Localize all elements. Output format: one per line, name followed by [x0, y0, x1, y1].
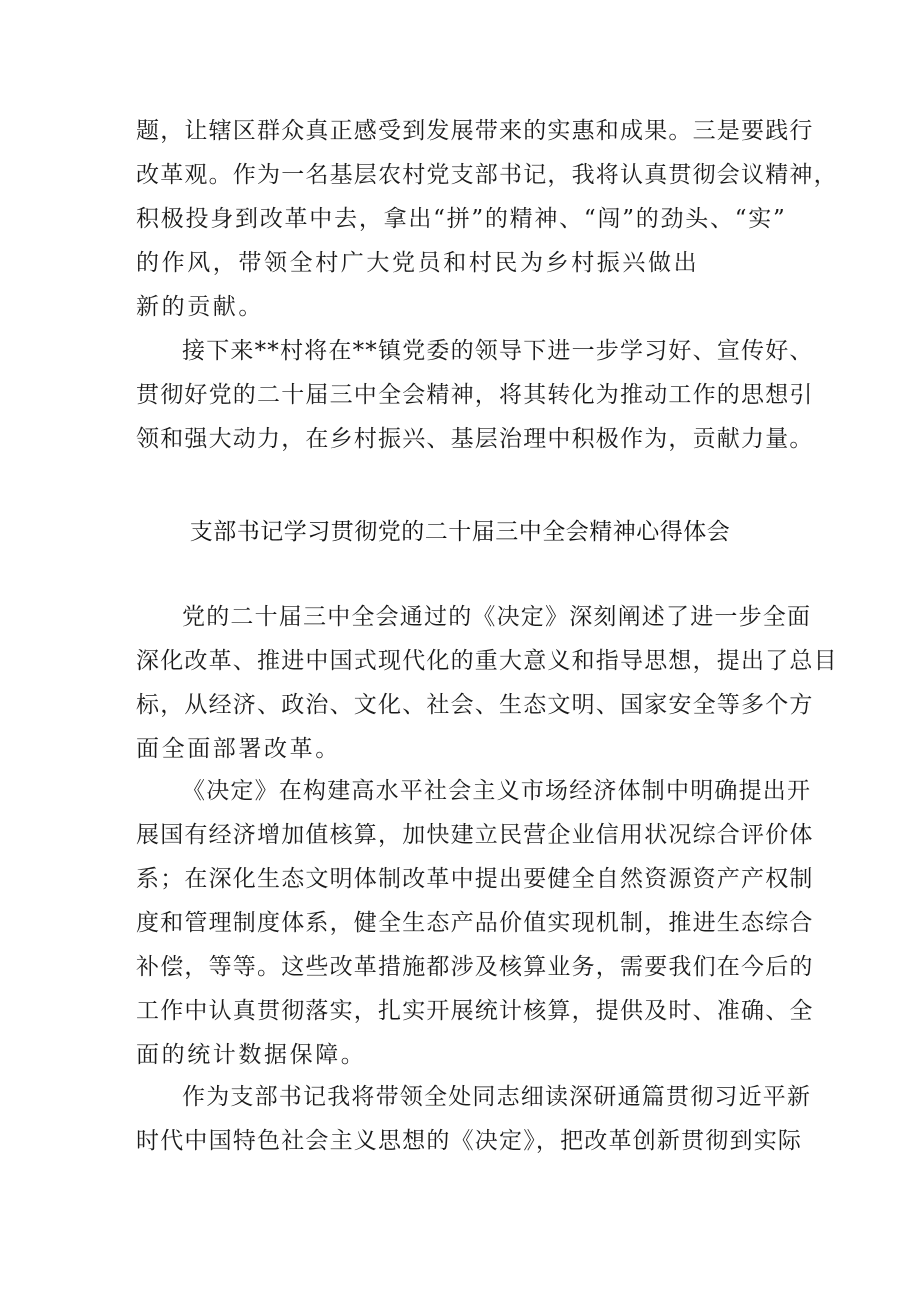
text-line: 的作风，带领全村广大党员和村民为乡村振兴做出: [136, 250, 700, 276]
text-line: 领和强大动力，在乡村振兴、基层治理中积极作为，贡献力量。: [136, 426, 814, 452]
text-line: 工作中认真贯彻落实，扎实开展统计核算，提供及时、准确、全: [136, 998, 814, 1024]
text-line: 党的二十届三中全会通过的《决定》深刻阐述了进一步全面: [182, 604, 812, 630]
text-line: 题，让辖区群众真正感受到发展带来的实惠和成果。三是要践行: [136, 118, 814, 144]
text-line: 改革观。作为一名基层农村党支部书记，我将认真贯彻会议精神，: [136, 162, 838, 188]
text-line: 贯彻好党的二十届三中全会精神，将其转化为推动工作的思想引: [136, 382, 814, 408]
text-line: 展国有经济增加值核算，加快建立民营企业信用状况综合评价体: [136, 822, 814, 848]
section-title: 支部书记学习贯彻党的二十届三中全会精神心得体会: [189, 519, 731, 545]
text-line: 新的贡献。: [136, 294, 264, 320]
text-line: 面全面部署改革。: [136, 736, 341, 762]
text-line: 作为支部书记我将带领全处同志细读深研通篇贯彻习近平新: [182, 1084, 812, 1110]
text-line: 深化改革、推进中国式现代化的重大意义和指导思想，提出了总目: [136, 648, 838, 674]
text-line: 补偿，等等。这些改革措施都涉及核算业务，需要我们在今后的: [136, 954, 814, 980]
text-line: 时代中国特色社会主义思想的《决定》，把改革创新贯彻到实际: [136, 1128, 803, 1154]
text-line: 积极投身到改革中去，拿出“拼”的精神、“闯”的劲头、“实”: [136, 206, 786, 232]
text-line: 接下来**村将在**镇党委的领导下进一步学习好、宣传好、: [182, 338, 814, 364]
text-line: 《决定》在构建高水平社会主义市场经济体制中明确提出开: [182, 778, 812, 804]
text-line: 面的统计数据保障。: [136, 1042, 367, 1068]
text-line: 度和管理制度体系，健全生态产品价值实现机制，推进生态综合: [136, 910, 814, 936]
text-line: 系；在深化生态文明体制改革中提出要健全自然资源资产产权制: [136, 866, 814, 892]
text-line: 标，从经济、政治、文化、社会、生态文明、国家安全等多个方: [136, 692, 814, 718]
